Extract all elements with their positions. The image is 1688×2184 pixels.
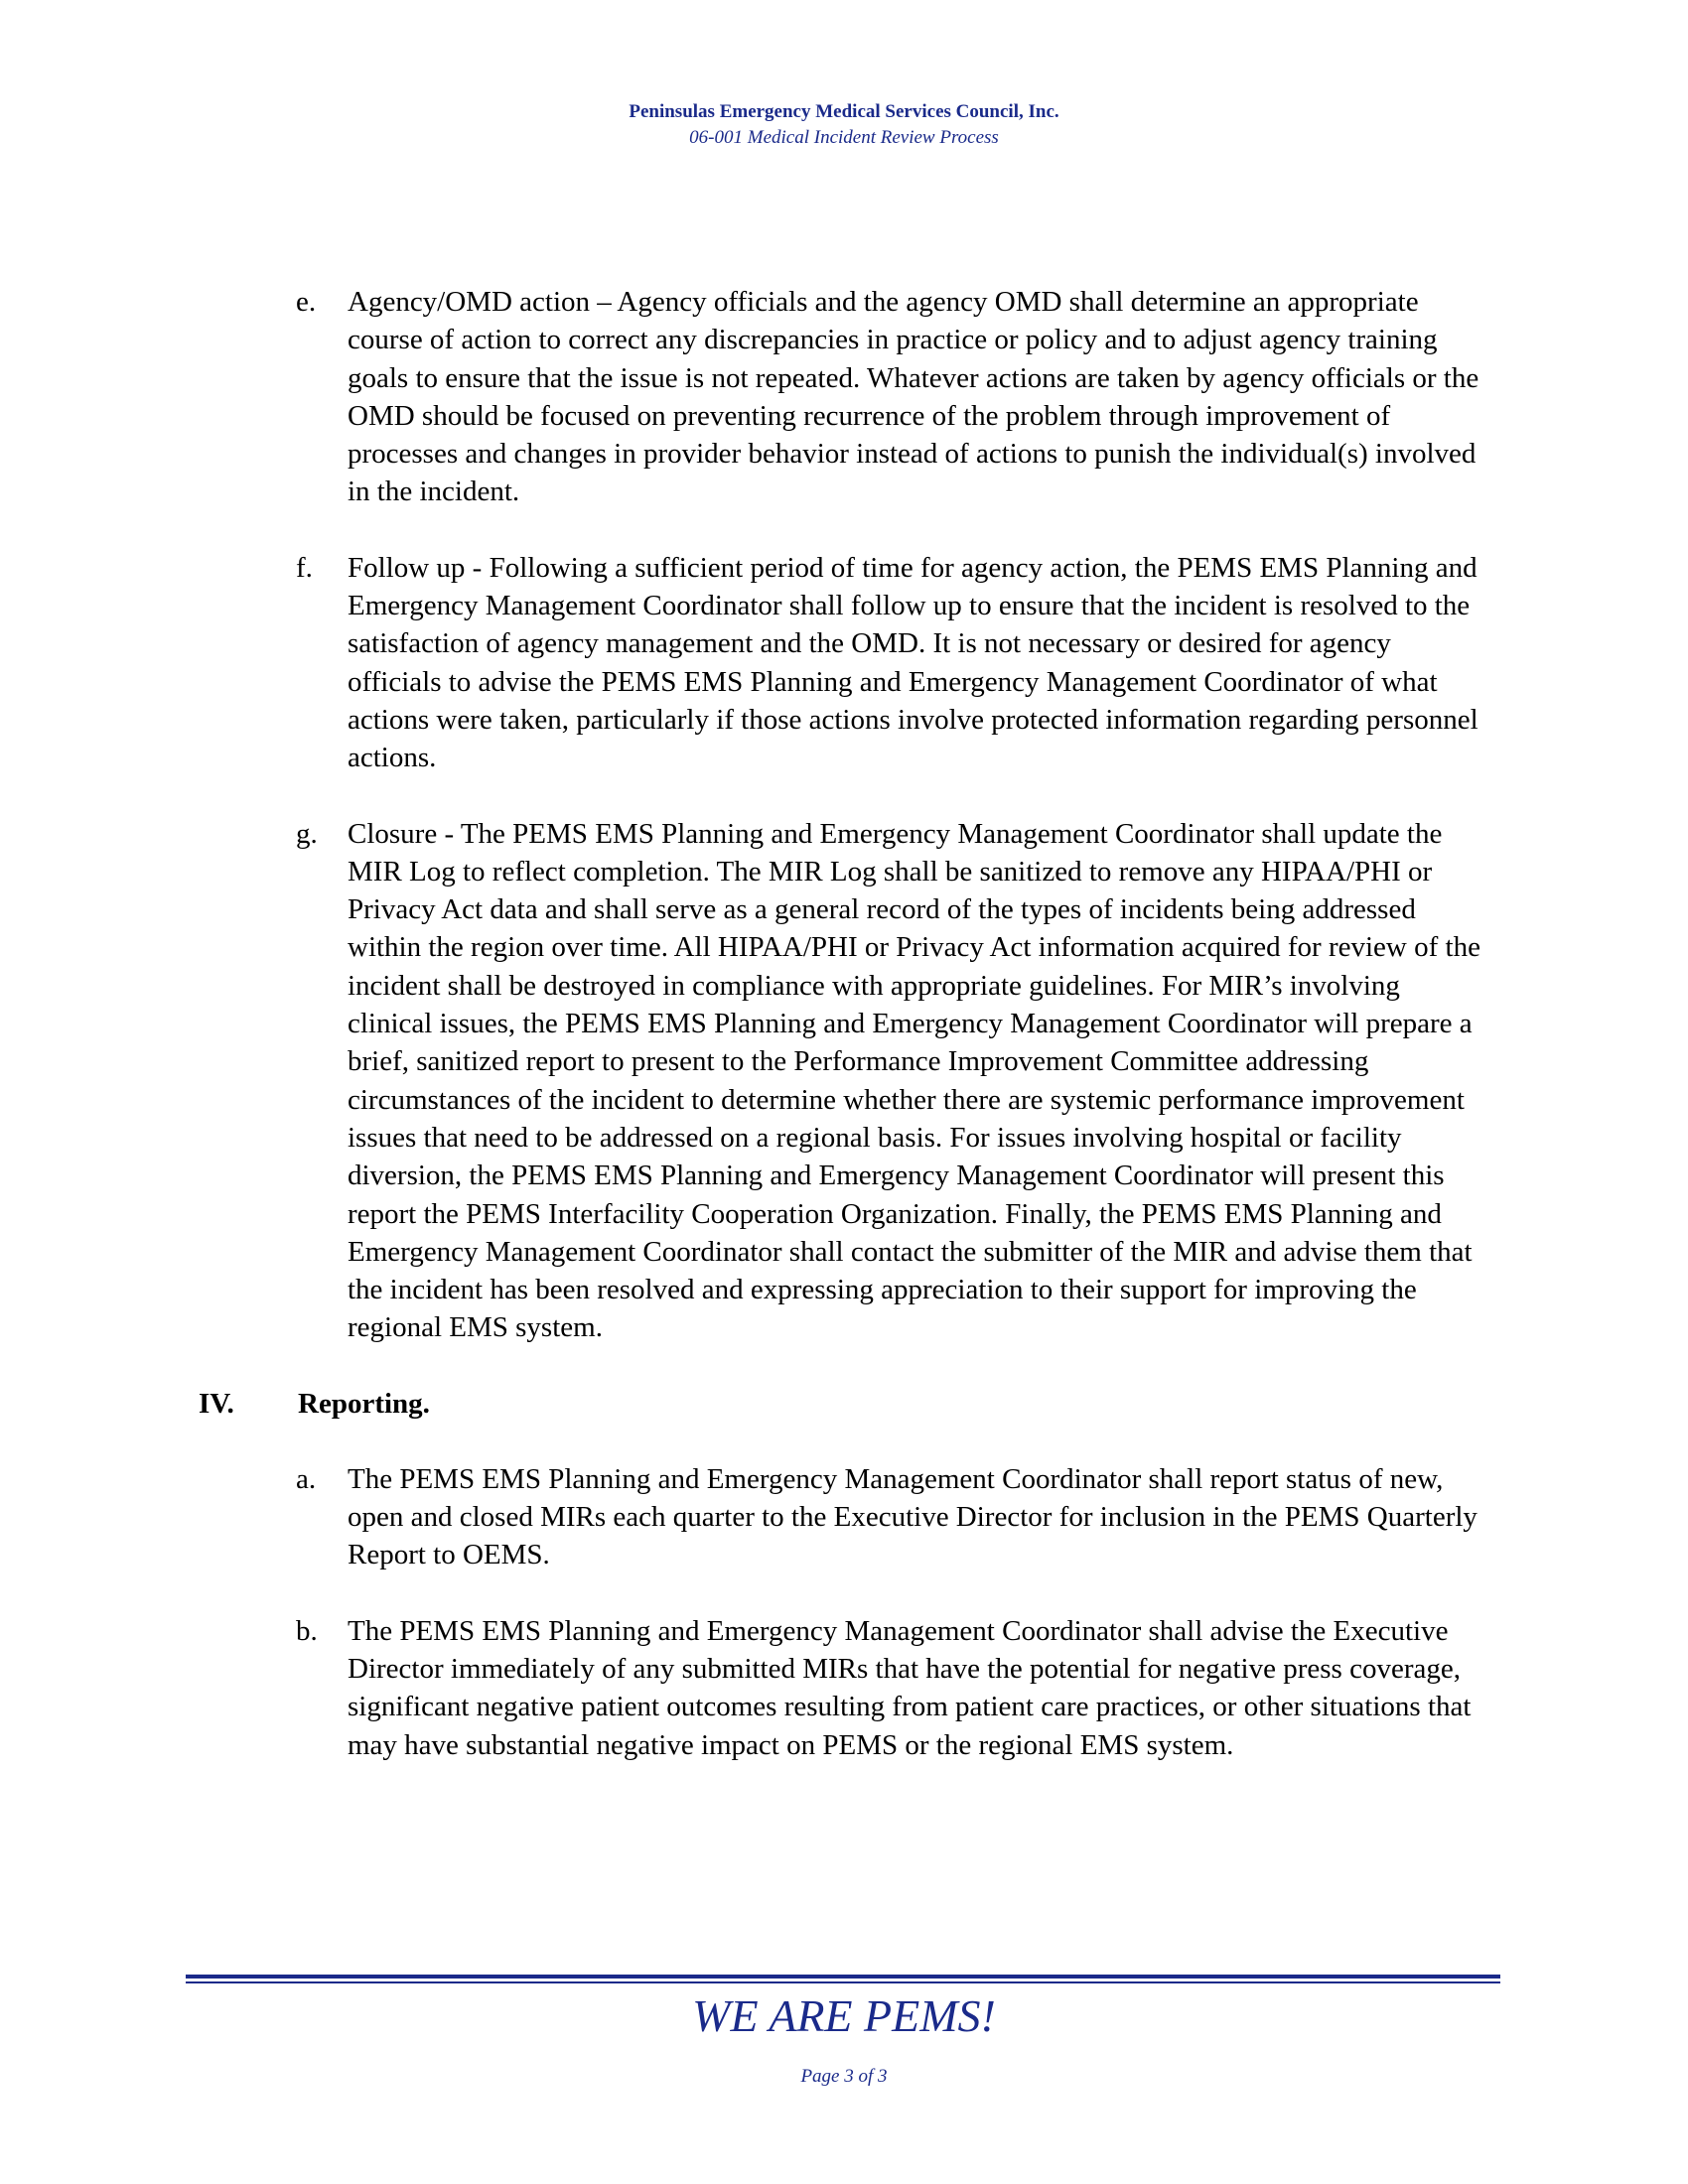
item-letter: a. [296,1462,317,1495]
section-title: Reporting. [298,1387,430,1420]
section-number: IV. [199,1387,234,1420]
item-text: The PEMS EMS Planning and Emergency Management Coordinator shall advise the Executive Director immediately of any submitted MIRs that have the potential for negative press coverage, significant negative patient outcomes resulting from patient care practices, or other situations that may have substantial negative impact on PEMS or the regional EMS system. [348,1614,1472,1761]
document-title: 06-001 Medical Incident Review Process [689,127,999,148]
item-letter: f. [296,551,313,584]
list-item-a [296,1460,1489,1574]
section-heading-reporting [0,1385,1688,1423]
organization-name: Peninsulas Emergency Medical Services Council, Inc. [629,101,1059,122]
list-item-b [296,1612,1489,1764]
list-item-f [296,549,1489,777]
page-header [0,99,1688,151]
item-letter: b. [296,1614,318,1647]
footer-slogan: WE ARE PEMS! [692,1990,996,2041]
item-text: Closure - The PEMS EMS Planning and Emergency Management Coordinator shall update the MIR Log to reflect completion. The MIR Log shall be sanitized to remove any HIPAA/PHI or Privacy Act data and shall serve as a general record of the types of incidents being addressed within the region over time. All HIPAA/PHI or Privacy Act information acquired for review of the incident shall be destroyed in compliance with appropriate guidelines. For MIR’s involving clinical issues, the PEMS EMS Planning and Emergency Management Coordinator will prepare a brief, sanitized report to present to the Performance Improvement Committee addressing circumstances of the incident to determine whether there are systemic performance improvement issues that need to be addressed on a regional basis. For issues involving hospital or facility diversion, the PEMS EMS Planning and Emergency Management Coordinator will present this report the PEMS Interfacility Cooperation Organization. Finally, the PEMS EMS Planning and Emergency Management Coordinator shall contact the submitter of the MIR and advise them that the incident has been resolved and expressing appreciation to their support for improving the regional EMS system. [348,817,1480,1344]
page-number: Page 3 of 3 [800,2066,888,2087]
item-text: Agency/OMD action – Agency officials and the agency OMD shall determine an appropriate course of action to correct any discrepancies in practice or policy and to adjust agency training goals to ensure that the issue is not repeated. Whatever actions are taken by agency officials or the OMD should be focused on preventing recurrence of the problem through improvement of processes and changes in provider behavior instead of actions to punish the individual(s) involved in the incident. [348,286,1479,508]
item-letter: g. [296,817,318,850]
document-body [0,283,1688,1764]
list-item-e [296,283,1489,511]
item-letter: e. [296,286,317,318]
list-item-g [296,815,1489,1347]
item-text: Follow up - Following a sufficient period of time for agency action, the PEMS EMS Planning and Emergency Management Coordinator shall follow up to ensure that the incident is resolved to the satisfaction of agency management and the OMD. It is not necessary or desired for agency officials to advise the PEMS EMS Planning and Emergency Management Coordinator of what actions were taken, particularly if those actions involve protected information regarding personnel actions. [348,551,1478,774]
item-text: The PEMS EMS Planning and Emergency Management Coordinator shall report status of new, open and closed MIRs each quarter to the Executive Director for inclusion in the PEMS Quarterly Report to OEMS. [348,1462,1477,1571]
footer-divider [186,1975,1500,1983]
